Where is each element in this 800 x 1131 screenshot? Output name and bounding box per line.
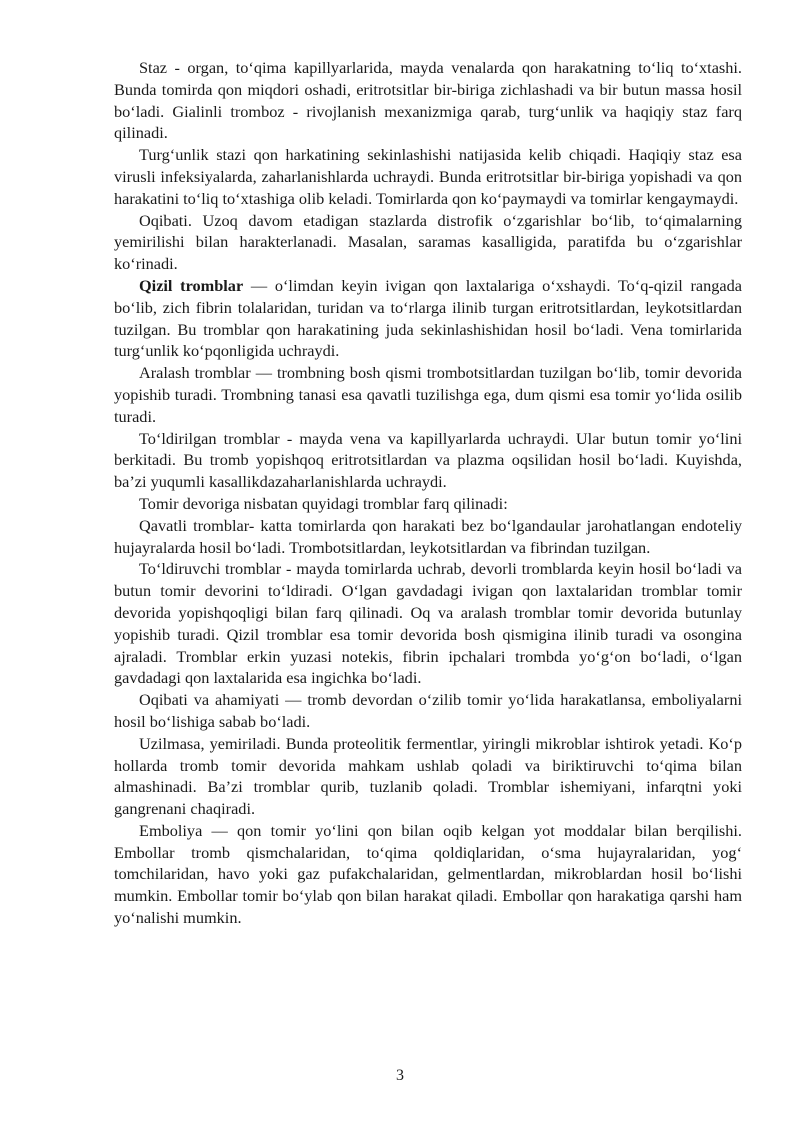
paragraph-text: To‘ldiruvchi tromblar - mayda tomirlarda uchrab, devorli tromblarda keyin hosil bo‘ladi va butun tomir devorini to‘ldiradi. O‘lgan gavdadagi ivigan qon laxtalaridan tromblar tomir devorida yopishqoqligi bilan farq qilinadi. Oq va aralash tromblar tomir devorida butunlay yopishib turadi. Qizil tromblar esa tomir devorida bosh qismigina ilinib turadi va osongina ajraladi. Tromblar erkin yuzasi notekis, fibrin ipchalari trombda yo‘g‘on bo‘ladi, o‘lgan gavdadagi qon laxtalarida esa ingichka bo‘ladi. xyxy=(114,559,742,688)
paragraph-text: Emboliya — qon tomir yo‘lini qon bilan oqib kelgan yot moddalar bilan berqilishi. Embollar tromb qismchalaridan, to‘qima qoldiqlaridan, o‘sma hujayralaridan, yog‘ tomchilaridan, havo yoki gaz pufakchalaridan, gelmentlardan, mikroblardan hosil bo‘lishi mumkin. Embollar tomir bo‘ylab qon bilan harakat qiladi. Embollar qon harakatiga qarshi ham yo‘nalishi mumkin. xyxy=(114,820,742,928)
paragraph-text: Oqibati. Uzoq davom etadigan stazlarda distrofik o‘zgarishlar bo‘lib, to‘qimalarning yemirilishi bilan harakterlanadi. Masalan, saramas kasalligida, paratifda bu o‘zgarishlar ko‘rinadi. xyxy=(114,210,742,274)
paragraph-text: Qavatli tromblar- katta tomirlarda qon harakati bez bo‘lgandaular jarohatlangan endoteliy hujayralarda hosil bo‘ladi. Trombotsitlardan, leykotsitlardan va fibrindan tuzilgan. xyxy=(114,515,742,557)
paragraph-text: Uzilmasa, yemiriladi. Bunda proteolitik fermentlar, yiringli mikroblar ishtirok yetadi. Ko‘p hollarda tromb tomir devorida mahkam ushlab qoladi va biriktiruvchi to‘qima bilan almashinadi. Ba’zi tromblar qurib, tuzlanib qoladi. Tromblar ishemiyani, infarqtni yoki gangrenani chaqiradi. xyxy=(114,733,742,819)
paragraph-text: Tomir devoriga nisbatan quyidagi tromblar farq qilinadi: xyxy=(139,493,508,513)
paragraph-qizil-tromblar xyxy=(114,275,742,362)
paragraph-text: — o‘limdan keyin ivigan qon laxtalariga o‘xshaydi. To‘q-qizil rangada bo‘lib, zich fibrin tolalaridan, turidan va to‘rlarga ilinib turgan eritrotsitlardan, leykotsitlardan tuzilgan. Bu tromblar qon harakatining juda sekinlashishidan hosil bo‘ladi. Vena tomirlarida turg‘unlik ko‘pqonligida uchraydi. xyxy=(114,275,742,361)
paragraph-oqibati xyxy=(114,210,742,275)
paragraph-text: Staz - organ, to‘qima kapillyarlarida, mayda venalarda qon harakatning to‘liq to‘xtashi. Bunda tomirda qon miqdori oshadi, eritrotsitlar bir-biriga zichlashadi va bir butun massa hosil bo‘ladi. Gialinli tromboz - rivojlanish mexanizmiga qarab, turg‘unlik va haqiqiy staz farq qilinadi. xyxy=(114,58,742,143)
paragraph-toldiruvchi-tromblar xyxy=(114,558,742,689)
paragraph-text: Oqibati va ahamiyati — tromb devordan o‘zilib tomir yo‘lida harakatlansa, emboliyalarni hosil bo‘lishiga sabab bo‘ladi. xyxy=(114,690,742,731)
paragraph-tomir-devoriga xyxy=(114,493,742,515)
document-body xyxy=(114,57,742,929)
paragraph-lead-term: Qizil tromblar xyxy=(139,275,244,295)
paragraph-aralash-tromblar xyxy=(114,362,742,427)
paragraph-toldirilgan-tromblar xyxy=(114,428,742,493)
paragraph-text: Aralash tromblar — trombning bosh qismi trombotsitlardan tuzilgan bo‘lib, tomir devorida yopishib turadi. Trombning tanasi esa qavatli tuzilishga ega, dum qismi esa tomir yo‘lida osilib turadi. xyxy=(114,363,742,426)
paragraph-staz xyxy=(114,57,742,144)
paragraph-text: To‘ldirilgan tromblar - mayda vena va kapillyarlarda uchraydi. Ular butun tomir yo‘lini berkitadi. Bu tromb yopishqoq eritrotsitlardan va plazma oqsilidan hosil bo‘ladi. Kuyishda, ba’zi yuqumli kasallikdazaharlanishlarda uchraydi. xyxy=(114,428,742,492)
paragraph-qavatli-tromblar xyxy=(114,515,742,559)
paragraph-emboliya xyxy=(114,820,742,929)
paragraph-uzilmasa xyxy=(114,733,742,820)
paragraph-turgunlik-stazi xyxy=(114,144,742,209)
paragraph-text: Turg‘unlik stazi qon harkatining sekinlashishi natijasida kelib chiqadi. Haqiqiy staz esa virusli infeksiyalarda, zaharlanishlarda uchraydi. Bunda eritrotsitlar bir-biriga yopishadi va qon harakatini to‘liq to‘xtashiga olib keladi. Tomirlarda qon ko‘paymaydi va tomirlar kengaymaydi. xyxy=(114,145,742,208)
page-number: 3 xyxy=(396,1067,404,1084)
paragraph-oqibati-ahamiyati xyxy=(114,689,742,733)
